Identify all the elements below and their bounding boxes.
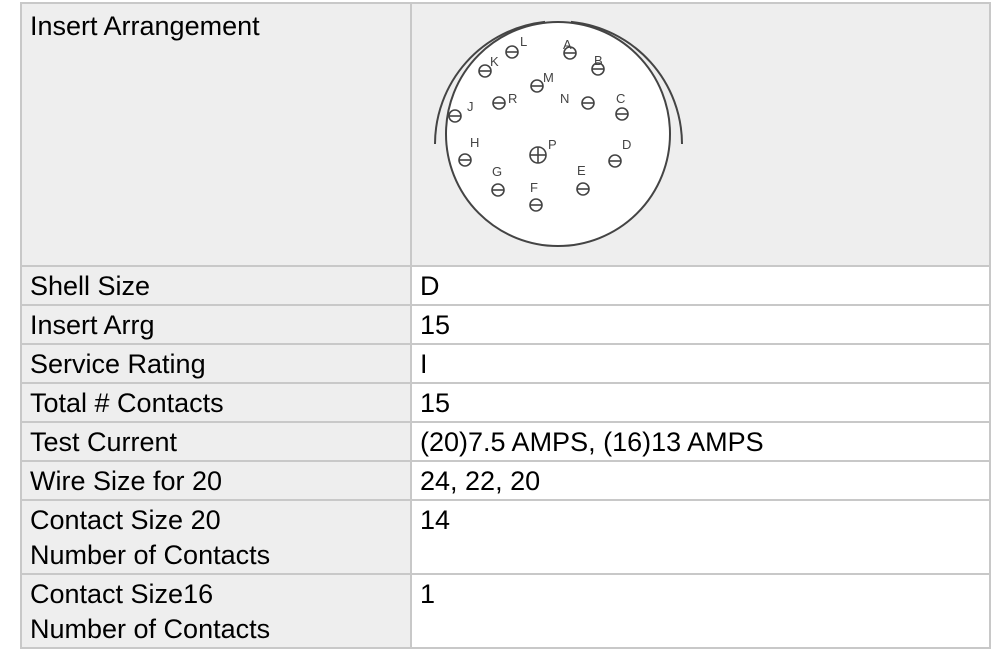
row-label: Wire Size for 20 bbox=[22, 462, 412, 501]
row-label bbox=[22, 501, 412, 575]
insert-arrangement-cell bbox=[412, 4, 991, 267]
table-row bbox=[22, 462, 991, 501]
row-value: I bbox=[412, 345, 991, 384]
row-label: Total # Contacts bbox=[22, 384, 412, 423]
insert-face-circle bbox=[446, 22, 670, 246]
contact-label: M bbox=[543, 70, 554, 85]
table-row bbox=[22, 345, 991, 384]
contact-label: L bbox=[520, 34, 528, 49]
row-value: (20)7.5 AMPS, (16)13 AMPS bbox=[412, 423, 991, 462]
contact-label: R bbox=[508, 91, 518, 106]
contact-label: C bbox=[616, 91, 626, 106]
row-label-line: Contact Size16 bbox=[30, 579, 214, 609]
row-label-line: Number of Contacts bbox=[30, 540, 271, 570]
table-row bbox=[22, 267, 991, 306]
contact-label: N bbox=[560, 91, 570, 106]
row-value: 15 bbox=[412, 306, 991, 345]
contact-label: P bbox=[548, 137, 557, 152]
row-label-line: Contact Size 20 bbox=[30, 505, 221, 535]
row-value: 14 bbox=[412, 501, 991, 575]
row-label: Shell Size bbox=[22, 267, 412, 306]
insert-arrangement-diagram bbox=[412, 6, 712, 256]
row-value: 1 bbox=[412, 575, 991, 649]
contact-label: J bbox=[467, 99, 474, 114]
contact-label: A bbox=[563, 37, 572, 52]
row-label-line: Number of Contacts bbox=[30, 614, 271, 644]
table-row bbox=[22, 4, 991, 267]
table-row bbox=[22, 423, 991, 462]
contact-label: K bbox=[490, 54, 499, 69]
row-value: 24, 22, 20 bbox=[412, 462, 991, 501]
contact-label: H bbox=[470, 135, 480, 150]
contact-label: D bbox=[622, 137, 632, 152]
row-label: Service Rating bbox=[22, 345, 412, 384]
row-label: Insert Arrangement bbox=[22, 4, 412, 267]
row-label: Test Current bbox=[22, 423, 412, 462]
row-label: Insert Arrg bbox=[22, 306, 412, 345]
table-row bbox=[22, 306, 991, 345]
table-row bbox=[22, 575, 991, 649]
contact-label: B bbox=[594, 53, 603, 68]
contact-label: E bbox=[577, 163, 586, 178]
row-label bbox=[22, 575, 412, 649]
table-row bbox=[22, 501, 991, 575]
contact-label: G bbox=[492, 164, 503, 179]
contact-label: F bbox=[530, 180, 538, 195]
table-row bbox=[22, 384, 991, 423]
specification-table bbox=[20, 2, 991, 649]
row-value: D bbox=[412, 267, 991, 306]
row-value: 15 bbox=[412, 384, 991, 423]
